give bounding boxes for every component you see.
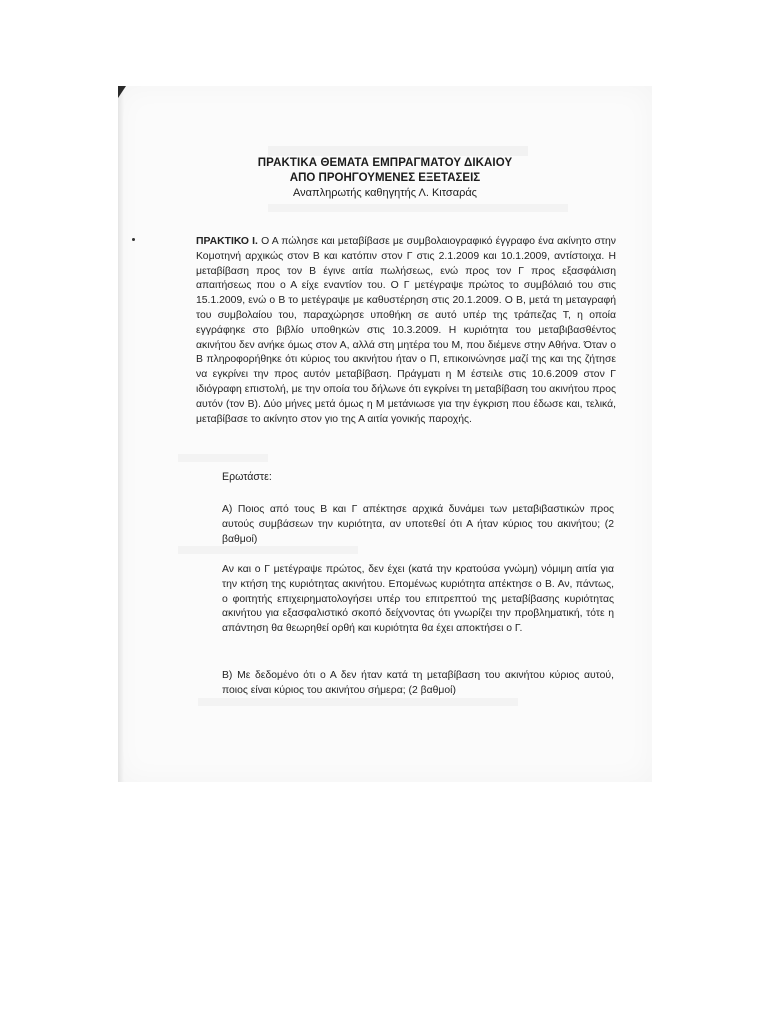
document-author: Αναπληρωτής καθηγητής Λ. Κιτσαράς [292, 187, 477, 199]
case-label: ΠΡΑΚΤΙΚΟ Ι. [196, 236, 258, 247]
scan-speck [132, 238, 135, 241]
case-paragraph [196, 235, 616, 427]
question-b: Β) Με δεδομένο ότι ο Α δεν ήταν κατά τη μεταβίβαση του ακινήτου κύριος αυτού, ποιος είναι κύριος του ακινήτου σήμερα; (2 βαθμοί) [222, 670, 614, 696]
questions-heading: Ερωτάστε: [222, 471, 272, 483]
question-a: Α) Ποιος από τους Β και Γ απέκτησε αρχικά δυνάμει των μεταβιβαστικών προς αυτούς συμβάσεων την κυριότητα, αν υποτεθεί ότι Α ήταν κύριος του ακινήτου; (2 βαθμοί) [222, 504, 614, 545]
document-title: ΠΡΑΚΤΙΚΑ ΘΕΜΑΤΑ ΕΜΠΡΑΓΜΑΤΟΥ ΔΙΚΑΙΟΥ [257, 157, 513, 169]
bleed-through-mark [198, 698, 518, 706]
scan-corner-mark [118, 86, 126, 98]
scanned-page [118, 86, 652, 782]
case-text: Ο Α πώλησε και μεταβίβασε με συμβολαιογραφικό έγγραφο ένα ακίνητο στην Κομοτηνή αρχικώς στον Β και κατόπιν στον Γ στις 2.1.2009 και 10.1.2009, αντίστοιχα. Η μεταβίβαση προς τον Β έγινε αιτία πωλήσεως, ενώ προς τον Γ προς εξασφάλιση απαιτήσεως που ο Α είχε εναντίον του. Ο Γ μετέγραψε πρώτος το συμβόλαιό του στις 15.1.2009, ενώ ο Β το μετέγραψε με καθυστέρηση στις 20.1.2009. Ο Β, μετά τη μεταγραφή του συμβολαίου του, παραχώρησε υποθήκη σε αυτό υπέρ της τράπεζας Τ, η οποία εγγράφηκε στο βιβλίο υποθηκών στις 10.3.2009. Η κυριότητα του μεταβιβασθέντος ακινήτου δεν ανήκε όμως στον Α, αλλά στη μητέρα του Μ, που διέμενε στην Αθήνα. Όταν ο Β πληροφορήθηκε ότι κύριος του ακινήτου ήταν ο Π, επικοινώνησε μαζί της και της ζήτησε να εγκρίνει την προς αυτόν μεταβίβαση. Πράγματι η Μ έστειλε στις 10.6.2009 στον Γ ιδιόγραφη επιστολή, με την οποία του δήλωνε ότι εγκρίνει τη μεταβίβαση του ακινήτου προς αυτόν (τον Β). Δύο μήνες μετά όμως η Μ μετάνιωσε για την έγκριση που έδωσε και, τελικά, μεταβίβασε το ακίνητο στον γιο της Α αιτία γονικής παροχής. [196, 236, 617, 425]
document-title-line2: ΑΠΟ ΠΡΟΗΓΟΥΜΕΝΕΣ ΕΞΕΤΑΣΕΙΣ [289, 172, 481, 184]
bleed-through-mark [178, 454, 268, 462]
answer-a: Αν και ο Γ μετέγραψε πρώτος, δεν έχει (κατά την κρατούσα γνώμη) νόμιμη αιτία για την κτήση της κυριότητας ακινήτου. Επομένως κυριότητα απέκτησε ο Β. Αν, πάντως, ο φοιτητής επιχειρηματολογήσει υπέρ του επιτρεπτού της μεταβίβασης κυριότητας ακινήτου για εξασφαλιστικό σκοπό δείχνοντας ότι γνωρίζει την προβληματική, τότε η απάντηση θα θεωρηθεί ορθή και κυριότητα θα έχει αποκτήσει ο Γ. [222, 564, 614, 635]
bleed-through-mark [268, 204, 568, 212]
bleed-through-mark [268, 146, 528, 156]
